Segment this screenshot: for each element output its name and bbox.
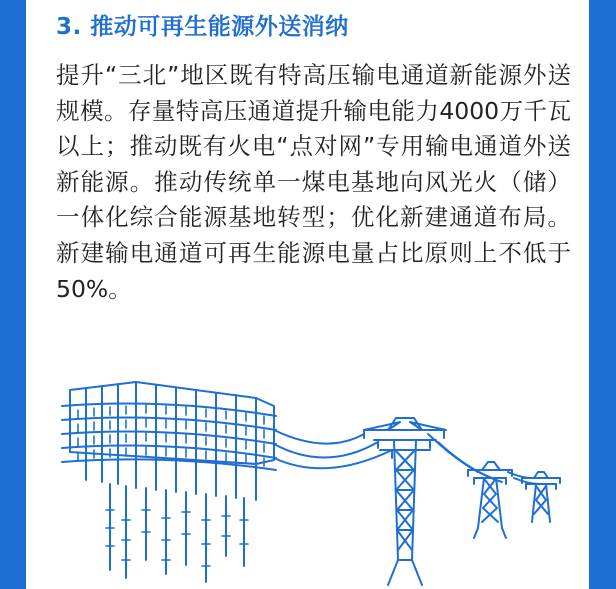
section-body: 提升“三北”地区既有特高压输电通道新能源外送规模。存量特高压通道提升输电能力4000万千瓦以上；推动既有火电“点对网”专用输电通道外送新能源。推动传统单一煤电基地向风光火（储）一体化综合能源基地转型；优化新建通道布局。新建输电通道可再生能源电量占比原则上不低于50%。: [56, 61, 571, 303]
content-card: [26, 0, 589, 589]
section-title: 3. 推动可再生能源外送消纳: [56, 14, 349, 40]
power-station-transmission-towers-icon: [26, 360, 589, 589]
